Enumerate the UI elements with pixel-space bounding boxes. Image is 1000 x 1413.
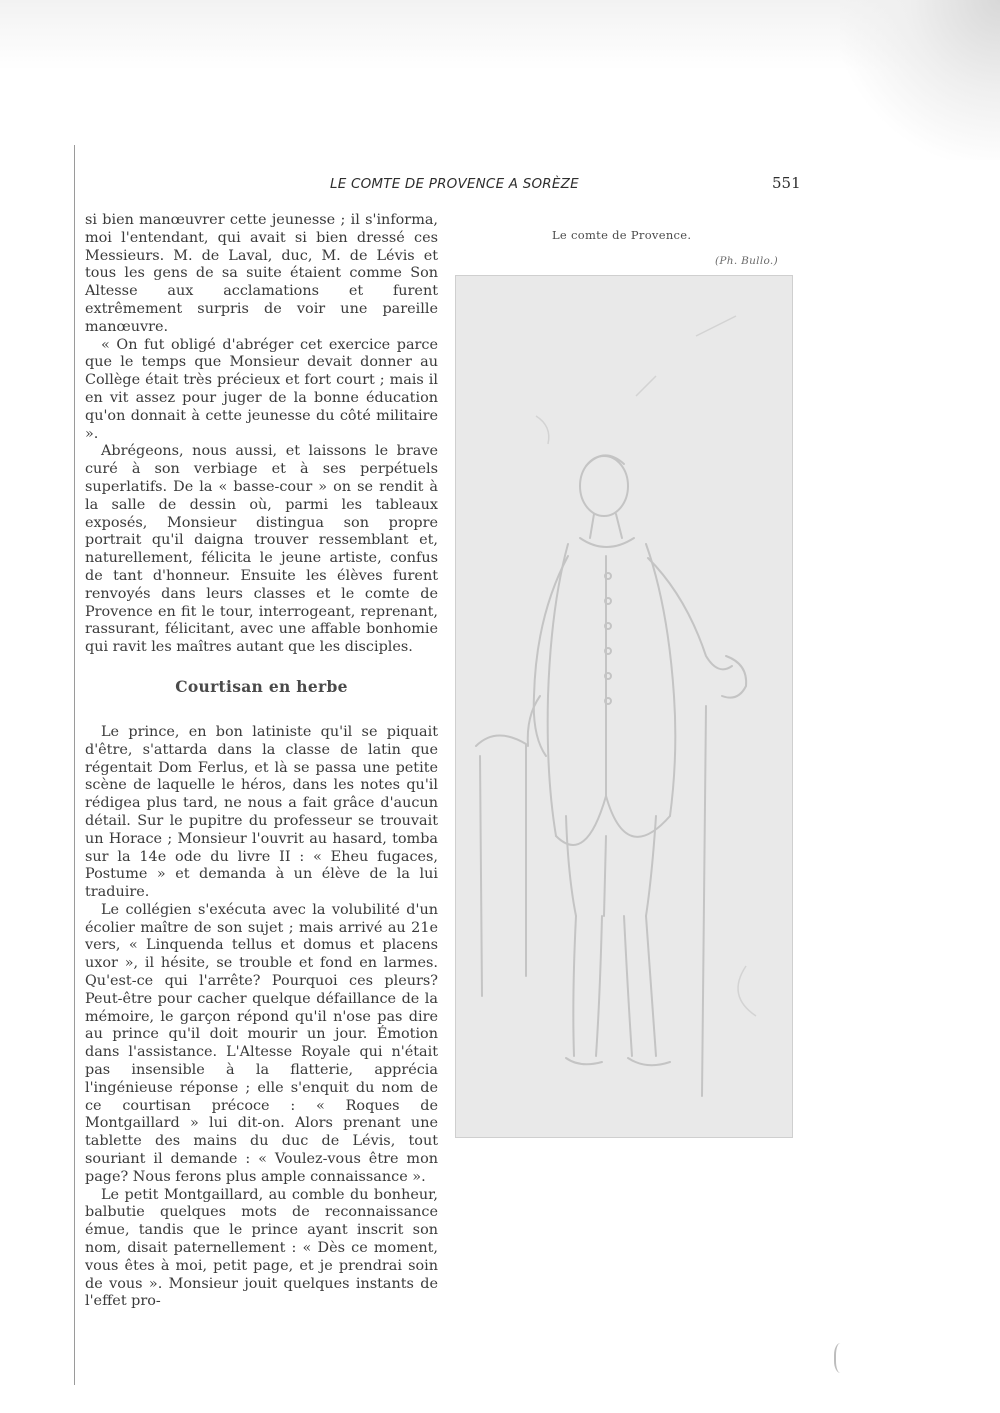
figure-credit: (Ph. Bullo.)	[715, 255, 778, 267]
text-column	[85, 212, 438, 1311]
portrait-icon	[456, 276, 792, 1137]
page-number: 551	[772, 174, 801, 192]
paragraph: si bien manœuvrer cette jeunesse ; il s'informa, moi l'entendant, qui avait si bien dressé ces Messieurs. M. de Laval, duc, M. de Lévis et tous les gens de sa suite étaient comme Son Altesse aux acclamations et furent extrêmement surpris de voir une pareille manœuvre.	[85, 212, 438, 335]
paragraph: Abrégeons, nous aussi, et laissons le brave curé à son verbiage et à ses perpétuels superlatifs. De la « basse-cour » on se rendit à la salle de dessin où, parmi les tableaux exposés, Monsieur distingua son propre portrait qu'il daigna trouver ressemblant et, naturellement, félicita le jeune artiste, confus de tant d'honneur. Ensuite les élèves furent renvoyés dans leurs classes et le comte de Provence en fit le tour, interrogeant, reprenant, rassurant, félicitant, avec une affable bonhomie qui ravit les maîtres autant que les disciples.	[85, 443, 438, 656]
paragraph: Le collégien s'exécuta avec la volubilité d'un écolier maître de son sujet ; mais arrivé au 21e vers, « Linquenda tellus et domus et placens uxor », il hésite, se trouble et fond en larmes. Qu'est-ce qui l'arrête? Pourquoi ces pleurs? Peut-être pour cacher quelque défaillance de la mémoire, le garçon répond qu'il n'ose pas dire au prince qu'il doit mourir un jour. Émotion dans l'assistance. L'Altesse Royale qui n'était pas insensible à la flatterie, apprécia l'ingénieuse réponse ; elle s'enquit du nom de ce courtisan précoce : « Roques de Montgaillard » lui dit-on. Alors prenant une tablette des mains du duc de Lévis, tout souriant il demande : « Voulez-vous être mon page? Nous ferons plus ample connaissance ».	[85, 901, 438, 1185]
paragraph: « On fut obligé d'abréger cet exercice parce que le temps que Monsieur devait donner au Collège était très précieux et fort court ; mais il en vit assez pour juger de la bonne éducation qu'on donnait à cette jeunesse du côté militaire ».	[85, 336, 438, 442]
scan-corner-shadow	[840, 0, 1000, 160]
scan-mark	[834, 1343, 850, 1373]
figure-caption: Le comte de Provence.	[552, 228, 692, 242]
paragraph: Le petit Montgaillard, au comble du bonheur, balbutie quelques mots de reconnaissance émue, tandis que le prince ayant inscrit son nom, disait paternellement : « Dès ce moment, vous êtes à moi, petit page, et je prendrai soin de vous ». Monsieur jouit quelques instants de l'effet pro-	[85, 1186, 438, 1310]
paragraph: Le prince, en bon latiniste qu'il se piquait d'être, s'attarda dans la classe de latin que régentait Dom Ferlus, et là se passa une petite scène de laquelle le héros, dans les notes qu'il rédigea plus tard, ne nous a fait grâce d'aucun détail. Sur le pupitre du professeur se trouvait un Horace ; Monsieur l'ouvrit au hasard, tomba sur la 14e ode du livre II : « Eheu fugaces, Postume » et demanda à un élève de la lui traduire.	[85, 723, 438, 901]
section-heading: Courtisan en herbe	[175, 676, 348, 696]
running-title: LE COMTE DE PROVENCE A SORÈZE	[330, 176, 579, 192]
portrait-illustration	[455, 275, 793, 1138]
page-edge-line	[74, 145, 75, 1385]
